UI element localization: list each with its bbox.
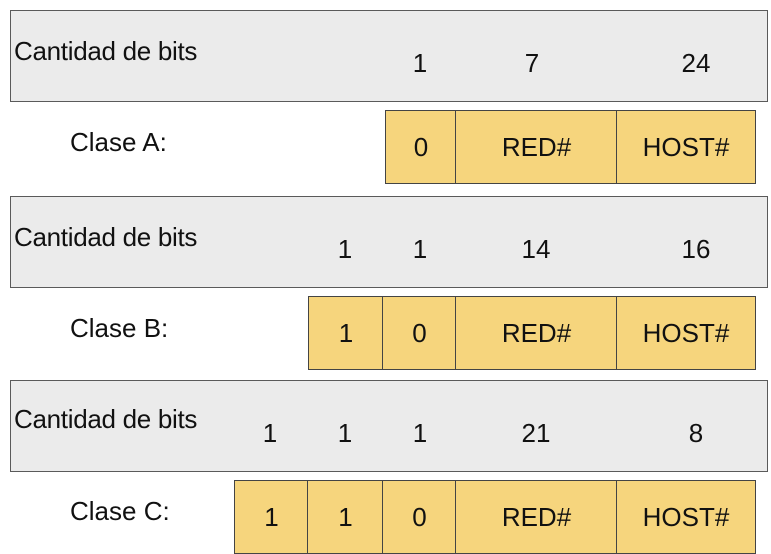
class-c-field-prefix-0: 0 bbox=[382, 480, 457, 554]
bit-count-c-2: 1 bbox=[337, 418, 353, 448]
class-a-label: Clase A: bbox=[70, 127, 167, 157]
class-a-field-host: HOST# bbox=[616, 110, 756, 184]
bits-label-class-c: Cantidad de bits bbox=[14, 404, 198, 434]
bit-count-c-1: 1 bbox=[262, 418, 278, 448]
bit-count-a-1: 1 bbox=[412, 48, 428, 78]
class-c-field-prefix-1a: 1 bbox=[234, 480, 309, 554]
bit-count-a-2: 7 bbox=[524, 48, 540, 78]
bit-count-c-5: 8 bbox=[688, 418, 704, 448]
class-a-field-red: RED# bbox=[455, 110, 618, 184]
bits-label-class-a: Cantidad de bits bbox=[14, 36, 198, 66]
bits-label-class-b: Cantidad de bits bbox=[14, 222, 198, 252]
bit-count-b-3: 14 bbox=[521, 234, 551, 264]
bit-count-b-1: 1 bbox=[337, 234, 353, 264]
class-c-field-red: RED# bbox=[455, 480, 618, 554]
class-b-field-host: HOST# bbox=[616, 296, 756, 370]
class-b-field-prefix-1: 1 bbox=[308, 296, 384, 370]
bit-count-a-3: 24 bbox=[681, 48, 711, 78]
bit-count-c-3: 1 bbox=[412, 418, 428, 448]
class-a-field-prefix-0: 0 bbox=[385, 110, 457, 184]
class-c-field-host: HOST# bbox=[616, 480, 756, 554]
class-c-field-prefix-1b: 1 bbox=[307, 480, 384, 554]
class-b-field-red: RED# bbox=[455, 296, 618, 370]
bit-count-b-2: 1 bbox=[412, 234, 428, 264]
bit-count-b-4: 16 bbox=[681, 234, 711, 264]
class-b-label: Clase B: bbox=[70, 313, 169, 343]
bit-count-c-4: 21 bbox=[521, 418, 551, 448]
class-b-field-prefix-0: 0 bbox=[382, 296, 457, 370]
class-c-label: Clase C: bbox=[70, 496, 170, 526]
